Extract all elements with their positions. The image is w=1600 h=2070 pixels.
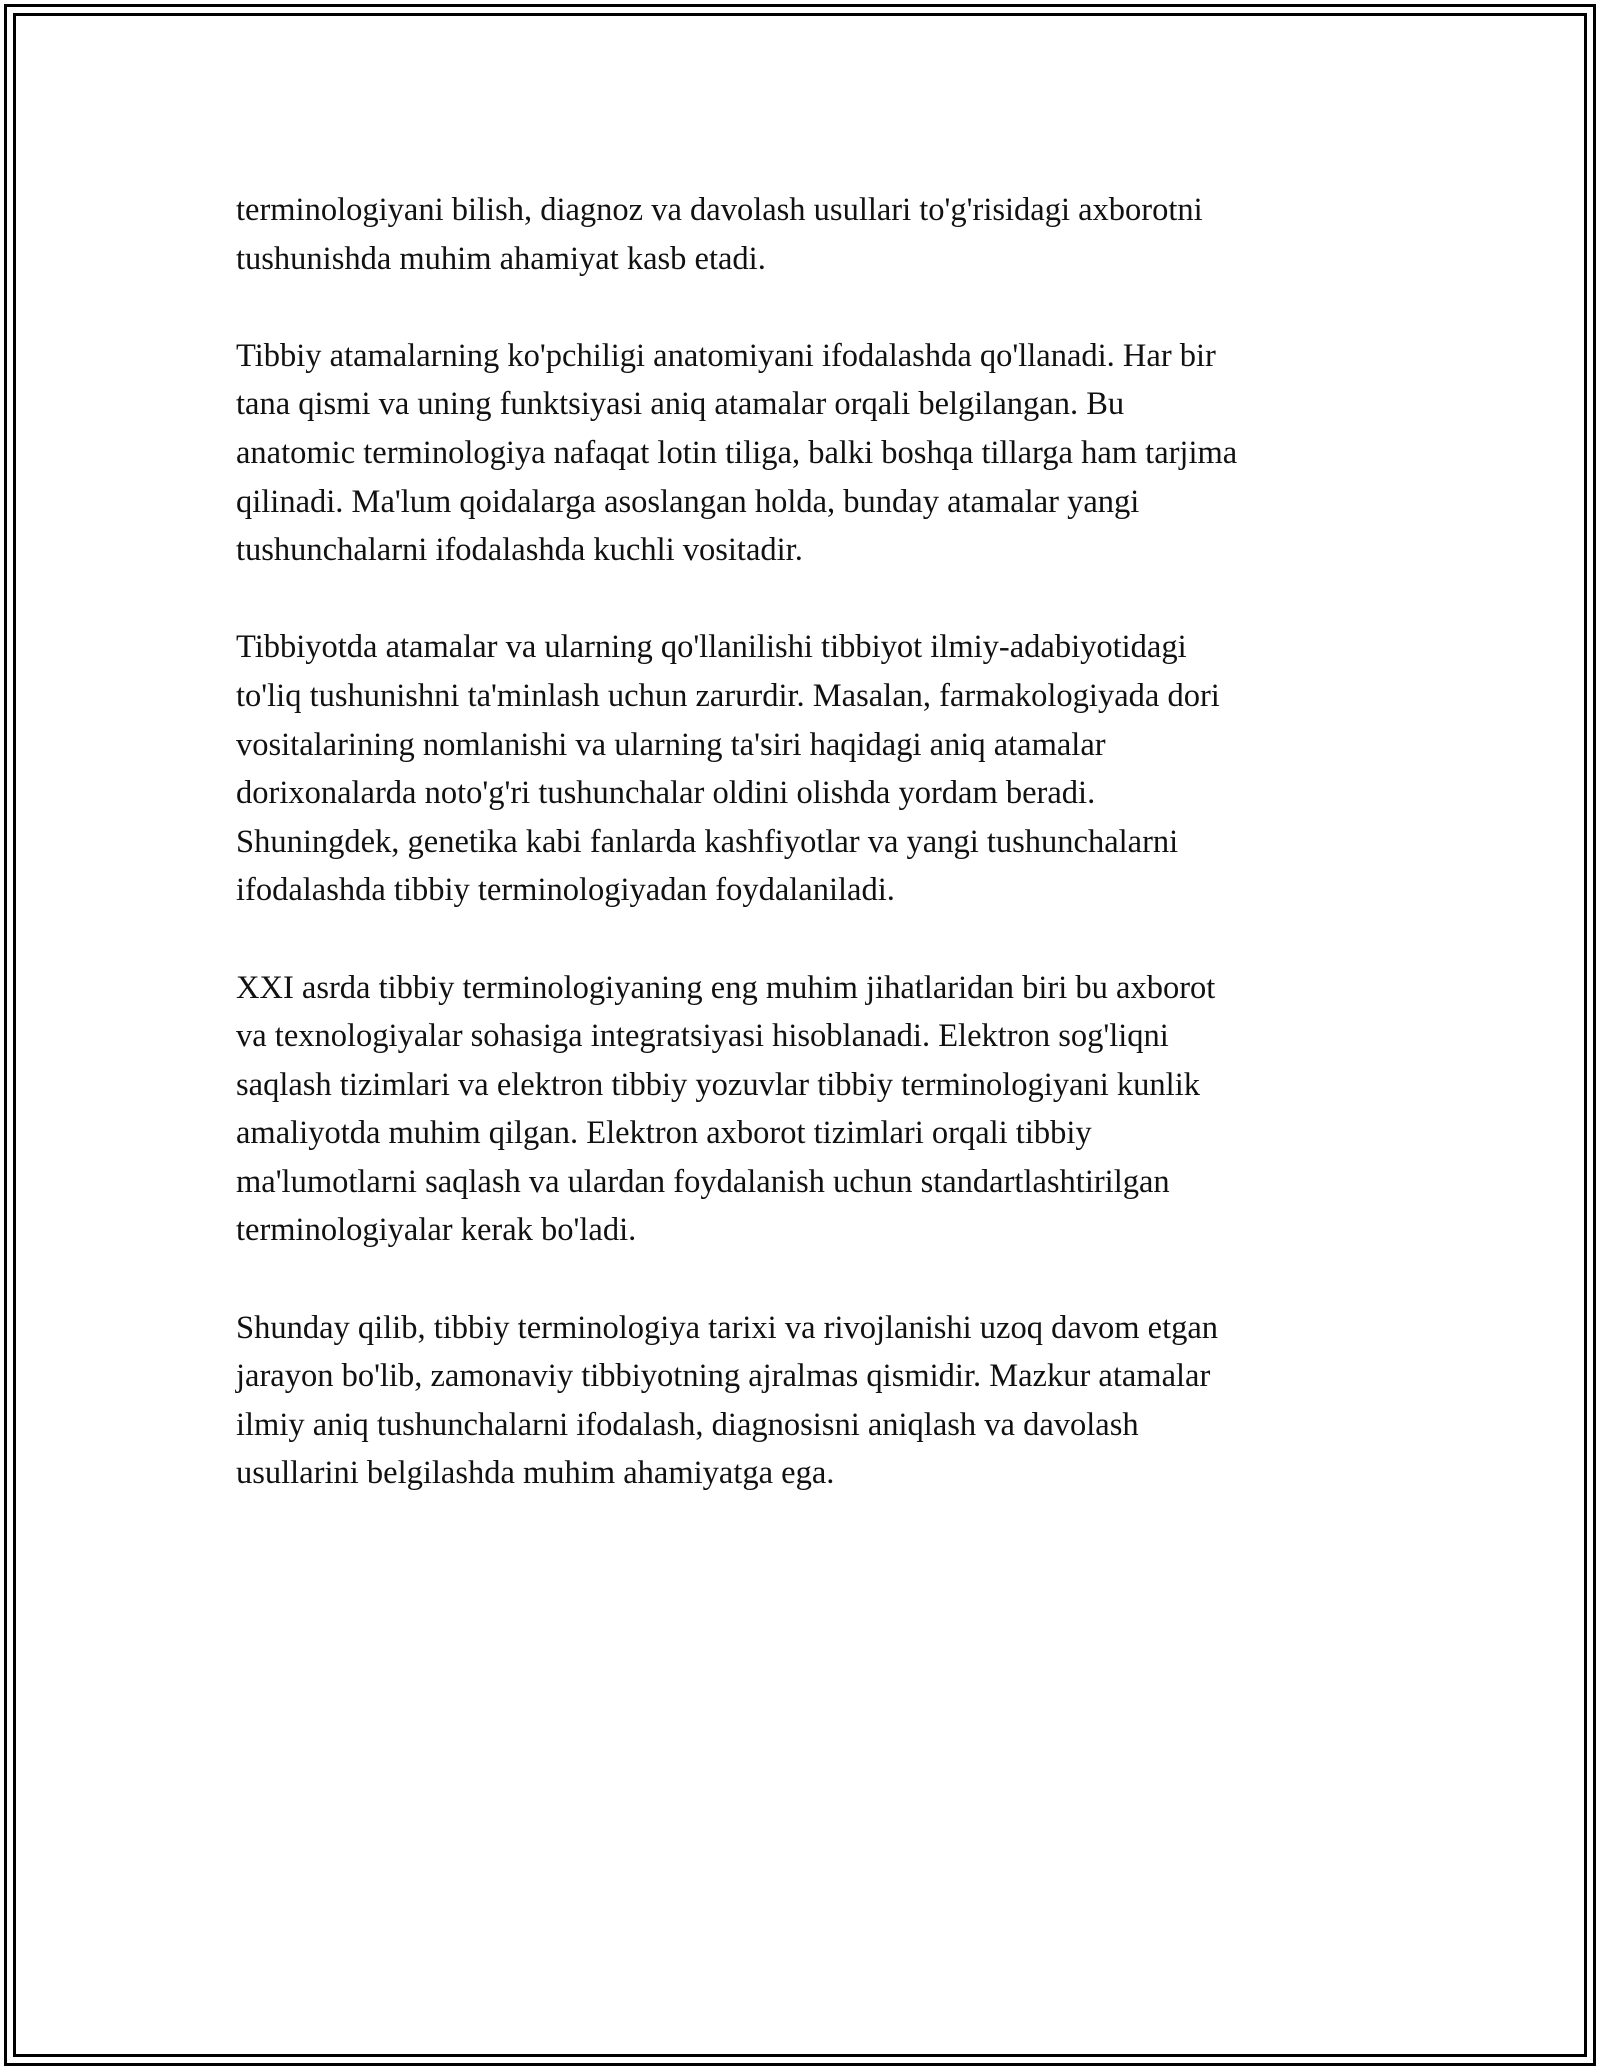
document-body: [236, 186, 1396, 1547]
paragraph-1: terminologiyani bilish, diagnoz va davolash usullari to'g'risidagi axborotni tushunishda muhim ahamiyat kasb etadi.: [236, 192, 1203, 277]
paragraph-5: Shunday qilib, tibbiy terminologiya tarixi va rivojlanishi uzoq davom etgan jarayon bo'lib, zamonaviy tibbiyotning ajralmas qismidir. Mazkur atamalar ilmiy aniq tushunchalarni ifodalash, diagnosisni aniqlash va davolash usullarini belgilashda muhim ahamiyatga ega.: [236, 1309, 1219, 1492]
paragraph-2: Tibbiy atamalarning ko'pchiligi anatomiyani ifodalashda qo'llanadi. Har bir tana qismi va uning funktsiyasi aniq atamalar orqali belgilangan. Bu anatomic terminologiya nafaqat lotin tiliga, balki boshqa tillarga ham tarjima qilinadi. Ma'lum qoidalarga asoslangan holda, bunday atamalar yangi tushunchalarni ifodalashda kuchli vositadir.: [236, 337, 1238, 569]
paragraph-4: XXI asrda tibbiy terminologiyaning eng muhim jihatlaridan biri bu axborot va texnologiyalar sohasiga integratsiyasi hisoblanadi. Elektron sog'liqni saqlash tizimlari va elektron tibbiy yozuvlar tibbiy terminologiyani kunlik amaliyotda muhim qilgan. Elektron axborot tizimlari orqali tibbiy ma'lumotlarni saqlash va ulardan foydalanish uchun standartlashtirilgan terminologiyalar kerak bo'ladi.: [236, 969, 1216, 1249]
paragraph-3: Tibbiyotda atamalar va ularning qo'llanilishi tibbiyot ilmiy-adabiyotidagi to'liq tushunishni ta'minlash uchun zarurdir. Masalan, farmakologiyada dori vositalarining nomlanishi va ularning ta'siri haqidagi aniq atamalar dorixonalarda noto'g'ri tushunchalar oldini olishda yordam beradi. Shuningdek, genetika kabi fanlarda kashfiyotlar va yangi tushunchalarni ifodalashda tibbiy terminologiyadan foydalaniladi.: [236, 629, 1220, 909]
